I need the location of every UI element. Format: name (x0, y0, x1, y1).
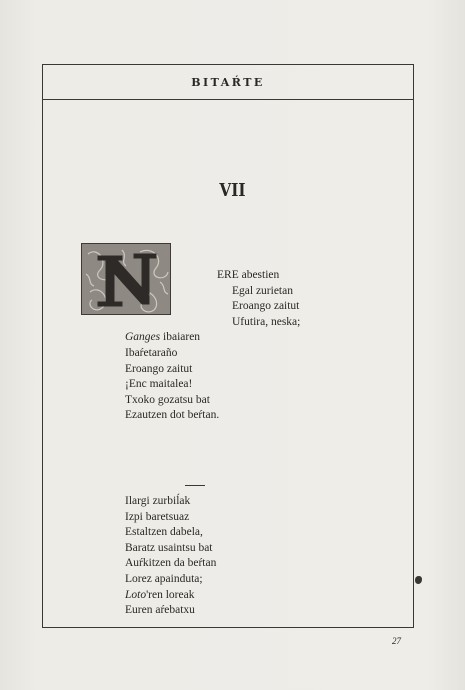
poem-line-italic-word: Loto (125, 588, 147, 601)
poem-line: Egal zurietan (232, 284, 293, 297)
poem-stanza-2 (125, 494, 216, 619)
poem-line: Txoko gozatsu bat (125, 393, 210, 406)
poem-line: Estaltzen dabela, (125, 526, 203, 539)
poem-stanza-1 (125, 268, 300, 424)
poem-line: Auŕkitzen da beŕtan (125, 557, 217, 570)
poem-line: ¡Enc maitalea! (125, 378, 193, 391)
poem-line: ERE abestien (217, 269, 280, 281)
poem-line-tail: 'ren loreak (146, 588, 195, 601)
poem-line: Euren aŕebatxu (125, 604, 195, 617)
stanza-divider (185, 485, 205, 486)
poem-line-tail: ibaiaren (160, 331, 201, 344)
poem-line: Baratz usaintsu bat (125, 541, 213, 554)
poem-line: Eroango zaitut (125, 362, 193, 375)
poem-line (125, 330, 300, 346)
running-head: BITAŔTE (191, 75, 265, 89)
poem-line: Eroango zaitut (232, 300, 300, 313)
poem-line-italic-word: Ganges (125, 331, 161, 344)
poem-line: Ufutira, neska; (232, 315, 301, 328)
running-head-bar (43, 65, 413, 100)
page-number: 27 (392, 636, 401, 646)
ink-blot (415, 576, 422, 584)
poem-line: Ilargi zurbiĺak (125, 495, 191, 507)
poem-line: Lorez apainduta; (125, 572, 203, 585)
poem-line: Ibaŕetaraño (125, 346, 178, 359)
chapter-numeral: VII (219, 180, 246, 201)
poem-line (125, 588, 216, 604)
poem-line: Izpi baretsuaz (125, 510, 190, 523)
poem-line: Ezautzen dot beŕtan. (125, 409, 220, 422)
